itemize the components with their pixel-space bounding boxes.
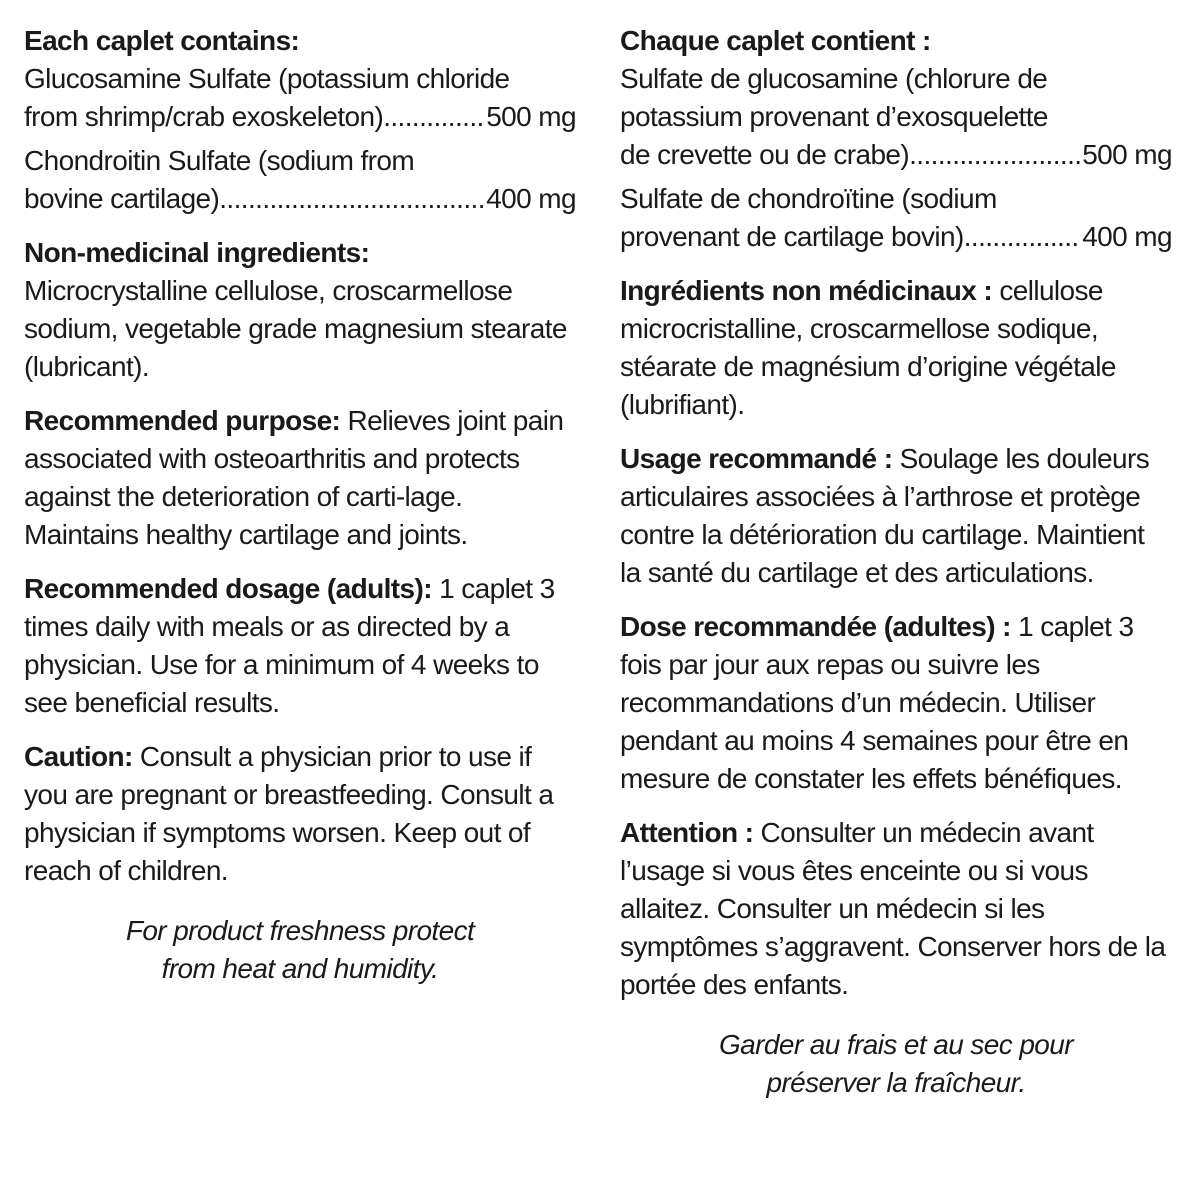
fr-storage-note: Garder au frais et au sec pour préserver la fraîcheur. xyxy=(719,1029,1073,1098)
fr-purpose-text: Soulage les douleurs articulaires associées à l’arthrose et protège contre la détérioration du cartilage. Maintient la santé du cartilage et des articulations. xyxy=(620,443,1150,588)
en-ingredient-chondroitin: Chondroitin Sulfate (sodium from bovine cartilage) ..... 400 mg xyxy=(24,142,576,218)
en-non-medicinal-label: Non-medicinal ingredients: xyxy=(24,237,370,268)
en-ingredient-chondroitin-amount: 400 mg xyxy=(486,183,576,214)
en-non-medicinal-text: Microcrystalline cellulose, croscarmellose sodium, vegetable grade magnesium stearate (lubricant). xyxy=(24,275,567,382)
en-non-medicinal-section xyxy=(24,234,576,386)
english-column xyxy=(24,22,576,988)
en-ingredient-chondroitin-source: bovine cartilage) xyxy=(24,183,220,214)
fr-caution-label: Attention : xyxy=(620,817,754,848)
french-column xyxy=(620,22,1172,1102)
en-caution-label: Caution: xyxy=(24,741,133,772)
fr-dosage-label: Dose recommandée (adultes) : xyxy=(620,611,1011,642)
en-ingredient-glucosamine-source: from shrimp/crab exoskeleton) xyxy=(24,101,384,132)
en-dosage-section xyxy=(24,570,576,722)
fr-dosage-section xyxy=(620,608,1172,798)
fr-non-medicinal-label: Ingrédients non médicinaux : xyxy=(620,275,993,306)
en-dosage-label: Recommended dosage (adults): xyxy=(24,573,432,604)
en-storage-note: For product freshness protect from heat and humidity. xyxy=(125,915,475,984)
fr-non-medicinal-section xyxy=(620,272,1172,424)
fr-ingredient-glucosamine: Sulfate de glucosamine (chlorure de potassium provenant d’exosquelette de crevette ou de crabe) ..... 500 mg xyxy=(620,60,1172,174)
fr-contains-heading: Chaque caplet contient : xyxy=(620,25,931,56)
dot-leader xyxy=(964,218,1080,256)
fr-ingredient-chondroitin-source: provenant de cartilage bovin) xyxy=(620,221,964,252)
fr-caution-section xyxy=(620,814,1172,1004)
dot-leader xyxy=(383,98,484,136)
fr-dosage-text: 1 caplet 3 fois par jour aux repas ou suivre les recommandations d’un médecin. Utiliser pendant au moins 4 semaines pour être en mesure de constater les effets bénéfiques. xyxy=(620,611,1134,794)
en-dosage-text: 1 caplet 3 times daily with meals or as directed by a physician. Use for a minimum of 4 weeks to see beneficial results. xyxy=(24,573,555,718)
en-purpose-text: Relieves joint pain associated with osteoarthritis and protects against the deterioration of carti-lage. Maintains healthy cartilage and joints. xyxy=(24,405,564,550)
fr-purpose-label: Usage recommandé : xyxy=(620,443,893,474)
en-contains-heading: Each caplet contains: xyxy=(24,25,300,56)
fr-caution-text: Consulter un médecin avant l’usage si vous êtes enceinte ou si vous allaitez. Consulter un médecin si les symptômes s’aggravent. Conserver hors de la portée des enfants. xyxy=(620,817,1166,1000)
fr-purpose-section xyxy=(620,440,1172,592)
fr-ingredient-chondroitin: Sulfate de chondroïtine (sodium provenant de cartilage bovin) ..... 400 mg xyxy=(620,180,1172,256)
fr-ingredient-chondroitin-amount: 400 mg xyxy=(1082,221,1172,252)
fr-ingredient-glucosamine-source: de crevette ou de crabe) xyxy=(620,139,910,170)
en-caution-text: Consult a physician prior to use if you are pregnant or breastfeeding. Consult a physician if symptoms worsen. Keep out of reach of children. xyxy=(24,741,554,886)
en-purpose-section xyxy=(24,402,576,554)
en-caution-section xyxy=(24,738,576,890)
en-ingredient-glucosamine-amount: 500 mg xyxy=(486,101,576,132)
fr-ingredient-glucosamine-amount: 500 mg xyxy=(1082,139,1172,170)
en-purpose-label: Recommended purpose: xyxy=(24,405,341,436)
dot-leader xyxy=(909,136,1080,174)
en-ingredient-glucosamine: Glucosamine Sulfate (potassium chloride from shrimp/crab exoskeleton) ..... 500 mg xyxy=(24,60,576,136)
fr-non-medicinal-text: cellulose microcristalline, croscarmellose sodique, stéarate de magnésium d’origine végétale (lubrifiant). xyxy=(620,275,1116,420)
dot-leader xyxy=(219,180,484,218)
